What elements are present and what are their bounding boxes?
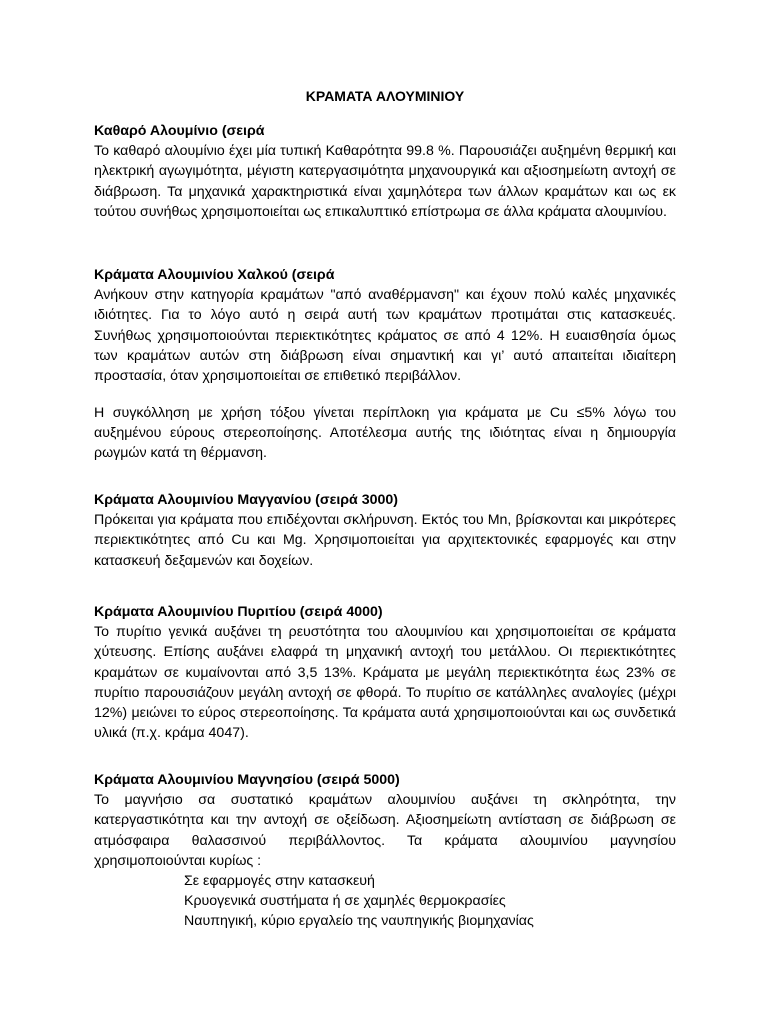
section-pure-aluminium [94,121,676,222]
section-heading: Κράματα Αλουμινίου Χαλκού (σειρά [94,267,335,283]
application-list [94,871,676,932]
section-paragraph: Πρόκειται για κράματα που επιδέχονται σκλήρυνση. Εκτός του Mn, βρίσκονται και μικρότερες περιεκτικότητες από Cu και Mg. Χρησιμοποιείται για αρχιτεκτονικές εφαρμογές και στην κατασκευή δεξαμενών και δοχείων. [94,512,676,569]
section-aluminium-magnesium [94,770,676,932]
section-paragraph: Το καθαρό αλουμίνιο έχει μία τυπική Καθαρότητα 99.8 %. Παρουσιάζει αυξημένη θερμική και ηλεκτρική αγωγιμότητα, μέγιστη κατεργασιμότητα μηχανουργικά και αξιοσημείωτη αντοχή σε διάβρωση. Τα μηχανικά χαρακτηριστικά είναι χαμηλότερα των άλλων κραμάτων και ως εκ τούτου συνήθως χρησιμοποιείται ως επικαλυπτικό επίστρωμα σε άλλα κράματα αλουμινίου. [94,143,676,220]
section-aluminium-copper-welding [94,403,676,464]
list-item: Ναυπηγική, κύριο εργαλείο της ναυπηγικής βιομηχανίας [184,913,534,930]
section-paragraph: Το μαγνήσιο σα συστατικό κραμάτων αλουμινίου αυξάνει τη σκληρότητα, την κατεργαστικότητα και την αντοχή σε οξείδωση. Αξιοσημείωτη αντίσταση σε διάβρωση σε ατμόσφαιρα θαλασσινού περιβάλλοντος. Τα κράματα αλουμινίου μαγνησίου χρησιμοποιούνται κυρίως : [94,792,676,869]
list-item: Σε εφαρμογές στην κατασκευή [184,873,375,890]
section-heading: Κράματα Αλουμινίου Πυριτίου (σειρά 4000) [94,604,383,620]
section-heading: Καθαρό Αλουμίνιο (σειρά [94,123,265,139]
section-heading: Κράματα Αλουμινίου Μαγνησίου (σειρά 5000) [94,772,400,788]
section-paragraph: Η συγκόλληση με χρήση τόξου γίνεται περίπλοκη για κράματα με Cu ≤5% λόγω του αυξημένου εύρους στερεοποίησης. Αποτέλεσμα αυτής της ιδιότητας είναι η δημιουργία ρωγμών κατά τη θέρμανση. [94,405,676,462]
section-paragraph: Ανήκουν στην κατηγορία κραμάτων "από αναθέρμανση" και έχουν πολύ καλές μηχανικές ιδιότητες. Για το λόγο αυτό η σειρά αυτή των κραμάτων προτιμάται στις κατασκευές. Συνήθως χρησιμοποιούνται περιεκτικότητες κράματος σε από 4 12%. Η ευαισθησία όμως των κραμάτων αυτών στη διάβρωση είναι σημαντική και γι’ αυτό απαιτείται ιδιαίτερη προστασία, όταν χρησιμοποιείται σε επιθετικό περιβάλλον. [94,287,676,385]
document-page [94,0,676,1024]
section-aluminium-copper [94,265,676,386]
section-aluminium-manganese [94,490,676,571]
document-title: ΚΡΑΜΑΤΑ ΑΛΟΥΜΙΝΙΟΥ [305,88,465,104]
section-heading: Κράματα Αλουμινίου Μαγγανίου (σειρά 3000) [94,492,398,508]
section-aluminium-silicon [94,602,676,743]
section-paragraph: Το πυρίτιο γενικά αυξάνει τη ρευστότητα του αλουμινίου και χρησιμοποιείται σε κράματα χύτευσης. Επίσης αυξάνει ελαφρά τη μηχανική αντοχή του μετάλλου. Οι περιεκτικότητες κραμάτων σε κυμαίνονται από 3,5 13%. Κράματα με μεγάλη περιεκτικότητα έως 23% σε πυρίτιο παρουσιάζουν μεγάλη αντοχή σε φθορά. Το πυρίτιο σε κατάλληλες αναλογίες (μέχρι 12%) μειώνει το εύρος στερεοποίησης. Τα κράματα αυτά χρησιμοποιούνται και ως συνδετικά υλικά (π.χ. κράμα 4047). [94,624,676,742]
list-item: Κρυογενικά συστήματα ή σε χαμηλές θερμοκρασίες [184,893,506,910]
